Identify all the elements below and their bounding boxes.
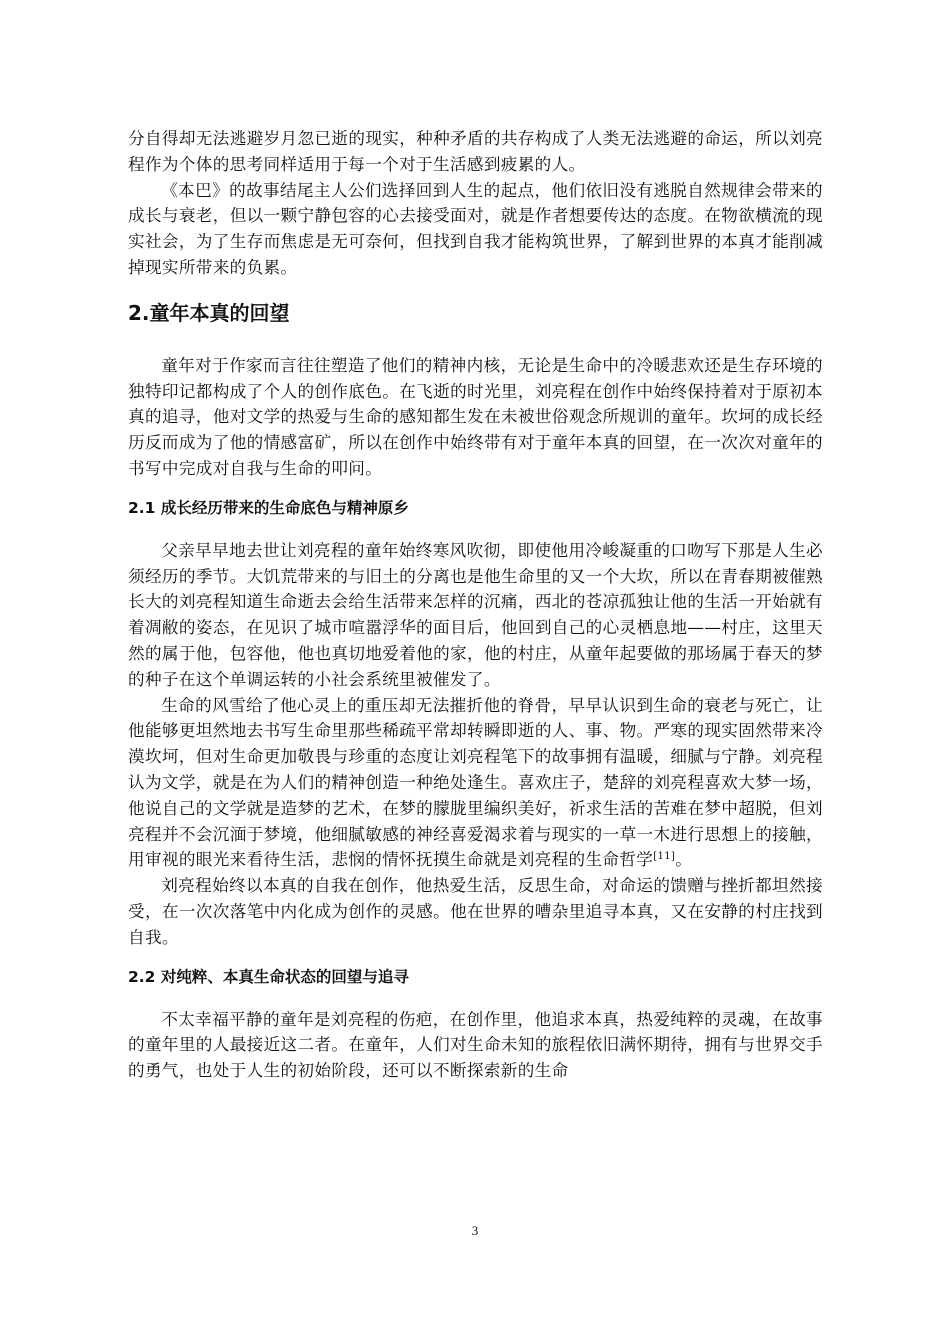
section-heading: 2.童年本真的回望	[128, 300, 290, 325]
citation-reference: [11]	[653, 851, 676, 863]
subsection-heading: 2.1 成长经历带来的生命底色与精神原乡	[128, 498, 409, 517]
paragraph: 不太幸福平静的童年是刘亮程的伤疤，在创作里，他追求本真，热爱纯粹的灵魂，在故事的童年里的人最接近这二者。在童年，人们对生命未知的旅程依旧满怀期待，拥有与世界交手的勇气，也处于人生的初始阶段，还可以不断探索新的生命	[128, 1009, 823, 1081]
page-body	[128, 126, 823, 1084]
paragraph: 父亲早早地去世让刘亮程的童年始终寒风吹彻，即使他用冷峻凝重的口吻写下那是人生必须经历的季节。大饥荒带来的与旧土的分离也是他生命里的又一个大坎，所以在青春期被催熟长大的刘亮程知道生命逝去会给生活带来怎样的沉痛，西北的苍凉孤独让他的生活一开始就有着凋敝的姿态，在见识了城市喧嚣浮华的面目后，他回到自己的心灵栖息地——村庄，这里天然的属于他，包容他，他也真切地爱着他的家，他的村庄，从童年起要做的那场属于春天的梦的种子在这个单调运转的小社会系统里被催发了。	[128, 540, 823, 689]
paragraph: 分自得却无法逃避岁月忽已逝的现实，种种矛盾的共存构成了人类无法逃避的命运，所以刘亮程作为个体的思考同样适用于每一个对于生活感到疲累的人。	[128, 129, 823, 174]
paragraph-text-end: 。	[675, 850, 693, 870]
paragraph: 童年对于作家而言往往塑造了他们的精神内核，无论是生命中的冷暖悲欢还是生存环境的独特印记都构成了个人的创作底色。在飞逝的时光里，刘亮程在创作中始终保持着对于原初本真的追寻，他对文学的热爱与生命的感知都生发在未被世俗观念所规训的童年。坎坷的成长经历反而成为了他的情感富矿，所以在创作中始终带有对于童年本真的回望，在一次次对童年的书写中完成对自我与生命的叩问。	[128, 355, 823, 478]
subsection-heading: 2.2 对纯粹、本真生命状态的回望与追寻	[128, 967, 409, 986]
page-number: 3	[471, 1223, 479, 1238]
paragraph	[128, 693, 823, 874]
paragraph: 《本巴》的故事结尾主人公们选择回到人生的起点，他们依旧没有逃脱自然规律会带来的成长与衰老，但以一颗宁静包容的心去接受面对，就是作者想要传达的态度。在物欲横流的现实社会，为了生存而焦虑是无可奈何，但找到自我才能构筑世界，了解到世界的本真才能削减掉现实所带来的负累。	[128, 180, 823, 277]
paragraph-text: 生命的风雪给了他心灵上的重压却无法摧折他的脊骨，早早认识到生命的衰老与死亡，让他能够更坦然地去书写生命里那些稀疏平常却转瞬即逝的人、事、物。严寒的现实固然带来冷漠坎坷，但对生命更加敬畏与珍重的态度让刘亮程笔下的故事拥有温暖，细腻与宁静。刘亮程认为文学，就是在为人们的精神创造一种绝处逢生。喜欢庄子，楚辞的刘亮程喜欢大梦一场，他说自己的文学就是造梦的艺术，在梦的朦胧里编织美好，祈求生活的苦难在梦中超脱，但刘亮程并不会沉湎于梦境，他细腻敏感的神经喜爱渴求着与现实的一草一木进行思想上的接触，用审视的眼光来看待生活，悲悯的情怀抚摸生命就是刘亮程的生命哲学	[128, 695, 823, 870]
paragraph: 刘亮程始终以本真的自我在创作，他热爱生活，反思生命，对命运的馈赠与挫折都坦然接受，在一次次落笔中内化成为创作的灵感。他在世界的嘈杂里追寻本真，又在安静的村庄找到自我。	[128, 876, 823, 947]
